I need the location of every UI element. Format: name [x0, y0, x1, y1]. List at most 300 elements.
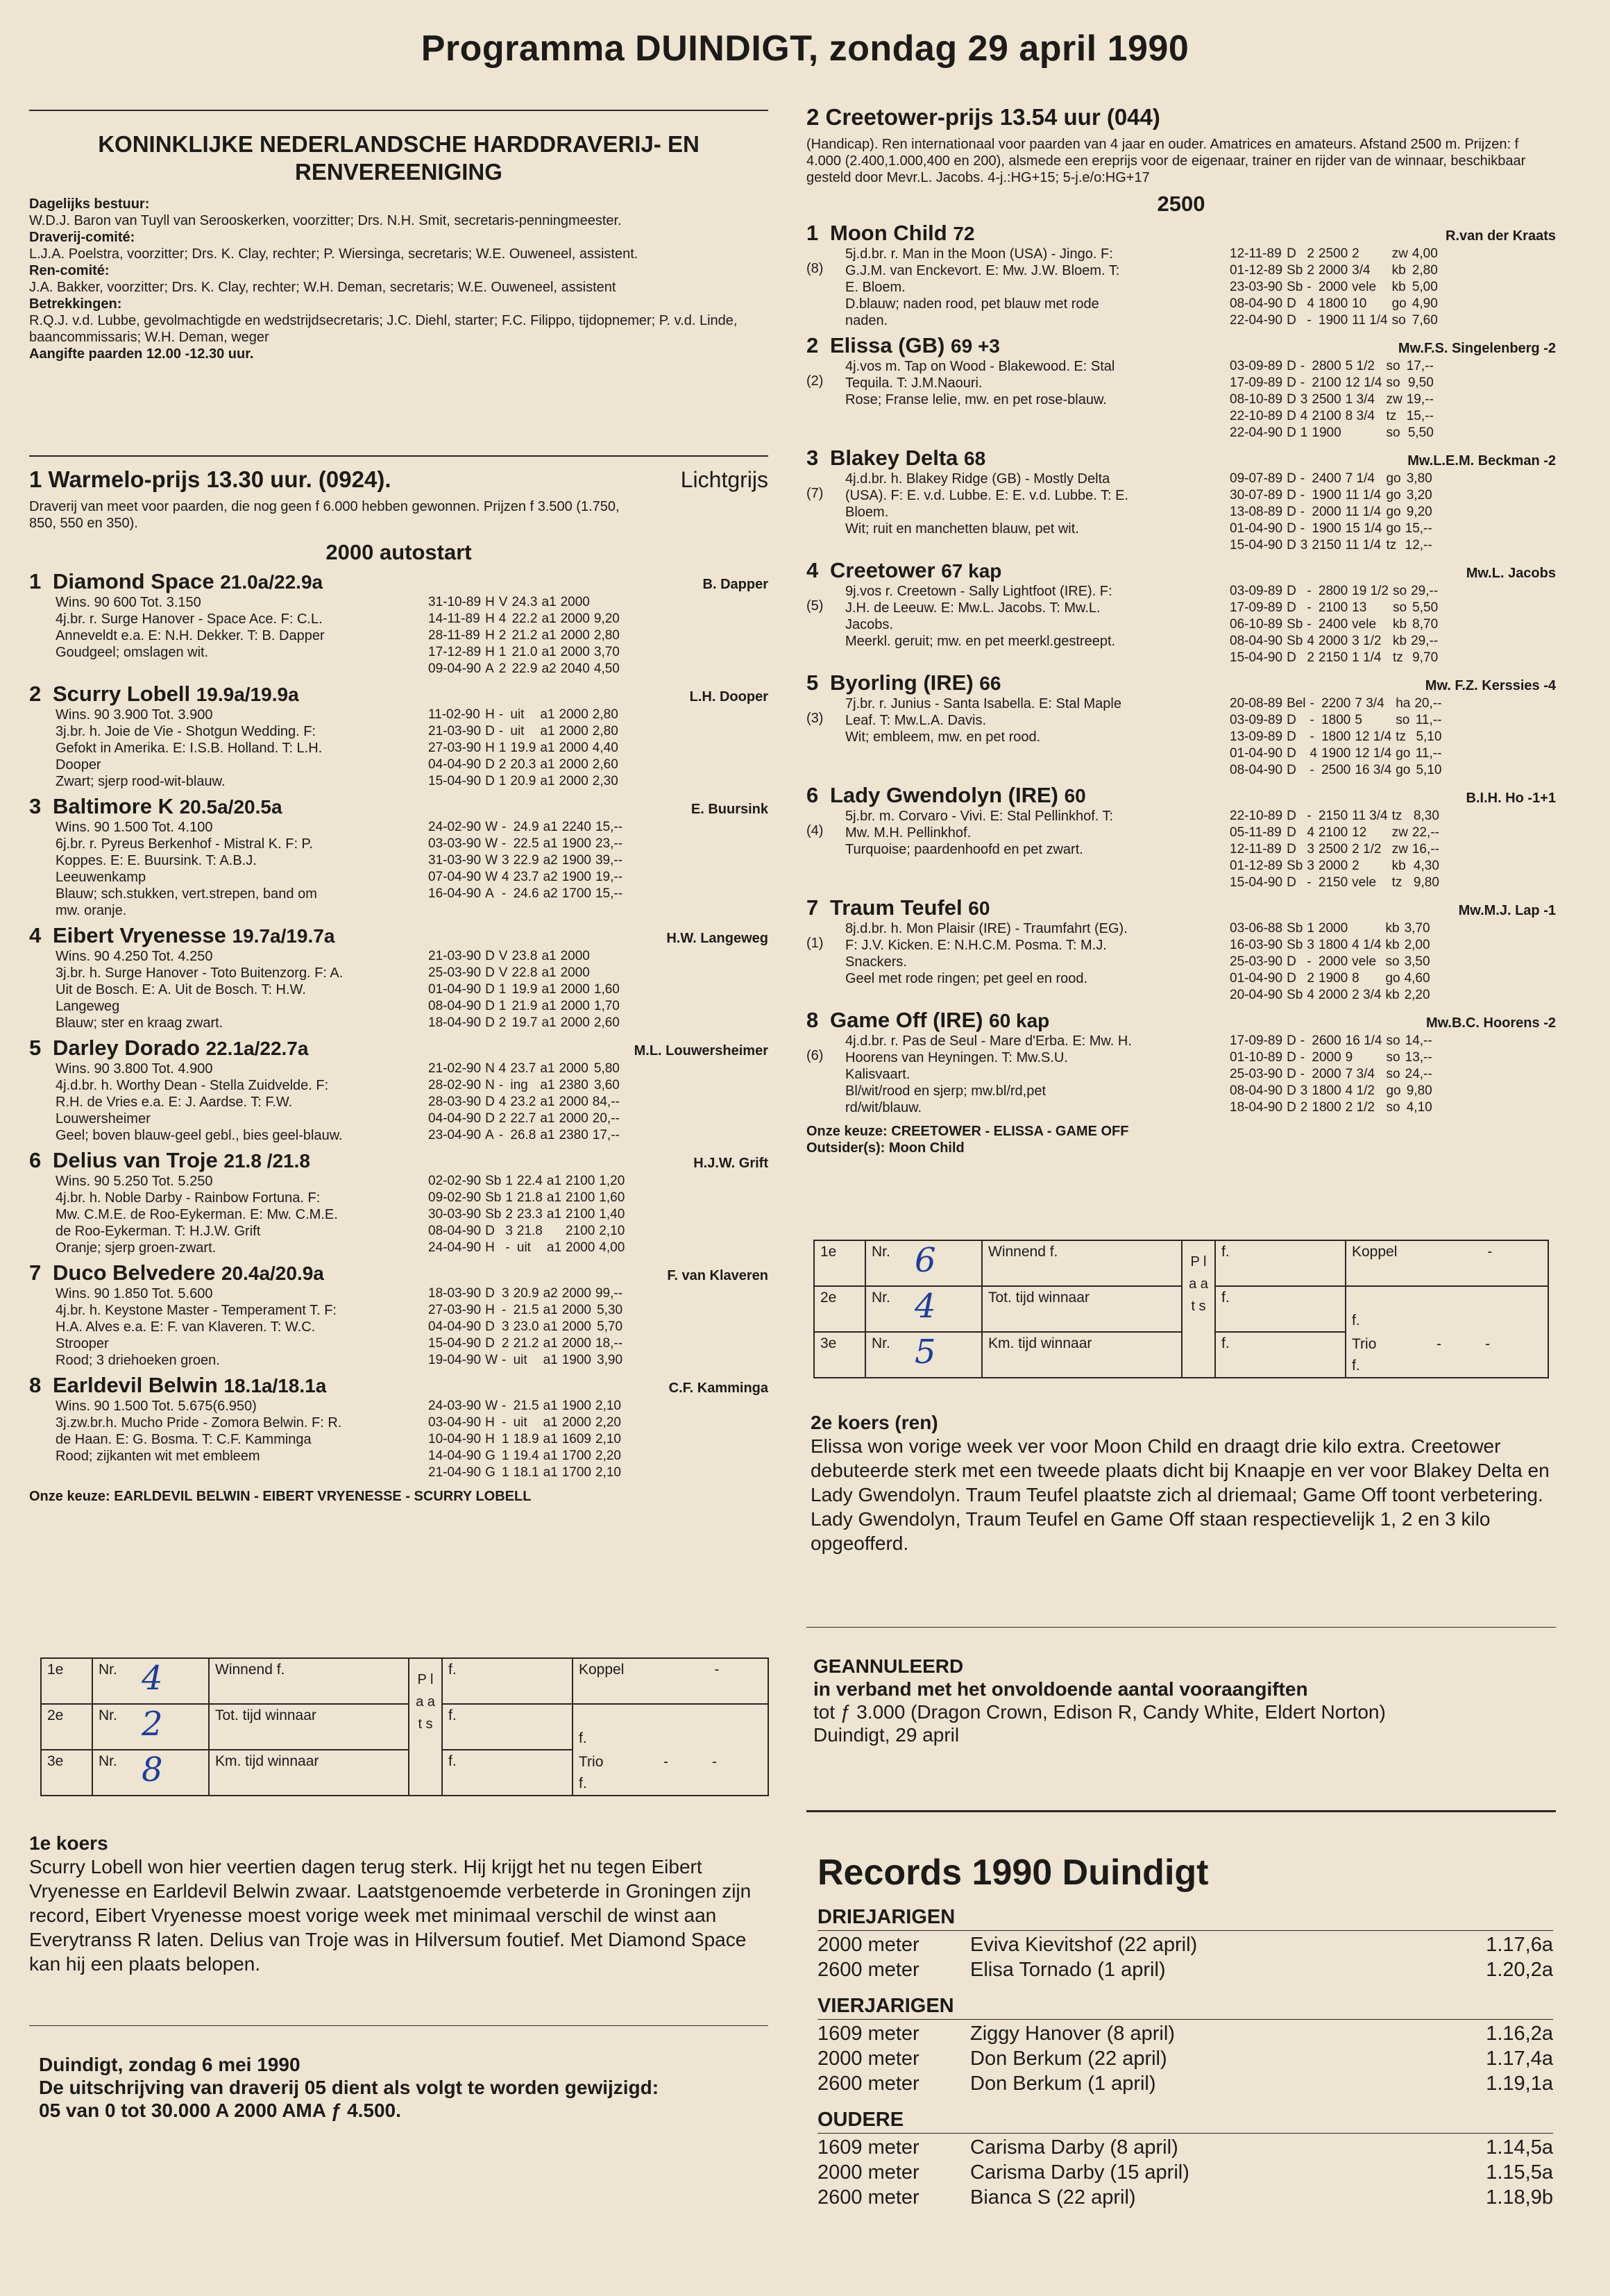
race-1-desc: Draverij van meet voor paarden, die nog geen f 6.000 hebben gewonnen. Prijzen f 3.500 (1.750, 850, 550 en 350). [29, 499, 620, 531]
performance-cell: 7,60 [1412, 313, 1438, 328]
performance-cell: H [485, 595, 495, 609]
horse-name: Traum Teufel [830, 895, 963, 920]
performance-cell: 1 [1300, 425, 1308, 440]
performance-cell: H [485, 1303, 495, 1317]
performance-cell: D [1287, 521, 1296, 536]
performance-cell: 18-03-90 [428, 1286, 482, 1301]
performance-cell: 5 [1355, 713, 1362, 727]
geannuleerd-line-1: GEANNULEERD [813, 1655, 964, 1677]
horse-driver: H.J.W. Grift [693, 1156, 768, 1171]
performance-cell: - [1307, 875, 1312, 890]
performance-cell: 21-03-90 [428, 724, 482, 738]
performance-cell: D [485, 774, 495, 788]
performance-cell: D [485, 982, 495, 997]
performance-cell: 2100 [1318, 825, 1348, 840]
performance-cell: a1 [543, 1465, 558, 1480]
horse-performance-table [428, 1285, 627, 1369]
performance-cell: 8,30 [1413, 809, 1439, 823]
performance-cell: D [1287, 825, 1296, 840]
performance-cell: 03-09-89 [1230, 584, 1283, 598]
performance-row [428, 1398, 625, 1415]
performance-cell: 2,10 [595, 1432, 621, 1446]
performance-row [428, 886, 627, 902]
koers-2-heading: 2e koers (ren) [811, 1412, 938, 1433]
horse-info-line: naden. [845, 313, 888, 328]
geannuleerd-line-3: tot ƒ 3.000 (Dragon Crown, Edison R, Candy White, Eldert Norton) [813, 1701, 1386, 1723]
performance-cell: uit [513, 1353, 527, 1367]
performance-cell: 03-09-89 [1230, 359, 1283, 373]
horse-driver: R.van der Kraats [1446, 228, 1556, 244]
performance-cell: - [1300, 375, 1305, 390]
record-distance: 2000 meter [817, 2048, 920, 2070]
horse-number: 6 [806, 783, 819, 807]
race-1-distance: 2000 autostart [325, 540, 472, 564]
performance-cell: 1900 [561, 836, 591, 851]
performance-cell: 22.9 [513, 853, 539, 868]
horse-info-line: Rose; Franse lelie, mw. en pet rose-blauw. [845, 392, 1107, 407]
performance-cell: 2,10 [595, 1399, 621, 1413]
performance-cell: - [1300, 1067, 1305, 1081]
performance-cell: D [1287, 954, 1296, 969]
performance-cell: 22.9 [511, 661, 538, 676]
performance-cell: so [1391, 313, 1406, 328]
horse-performance-table [428, 594, 624, 677]
performance-cell: kb [1391, 263, 1406, 278]
performance-cell: 1900 [1318, 313, 1348, 328]
bet-label: Tot. tijd winnaar [209, 1704, 409, 1750]
bet-label: Km. tijd winnaar [209, 1750, 409, 1796]
performance-cell: tz [1391, 809, 1403, 823]
bet-nr-label: Nr. [99, 1662, 117, 1678]
performance-cell: 01-12-89 [1230, 859, 1283, 873]
performance-cell: so [1386, 1100, 1400, 1115]
bet-koppel-label: Koppel [1352, 1244, 1398, 1260]
bet-trio-label: Trio [1352, 1336, 1377, 1352]
performance-cell: so [1386, 1033, 1400, 1048]
performance-cell: 04-04-90 [428, 1111, 482, 1126]
performance-cell: 1 [498, 774, 507, 788]
performance-cell: a1 [541, 965, 557, 980]
horse-info-line: Turquoise; paardenhoofd en pet zwart. [845, 842, 1083, 857]
performance-cell: go [1386, 1083, 1401, 1098]
divider [806, 1810, 1556, 1812]
records-category: VIERJARIGEN [817, 1995, 954, 2017]
performance-cell: 21.5 [513, 1303, 539, 1317]
horse-info-line: Zwart; sjerp rood-wit-blauw. [56, 774, 226, 789]
performance-cell: 15-04-90 [428, 774, 482, 788]
horse-odds: 21.8 /21.8 [223, 1150, 310, 1172]
performance-cell: - [1307, 584, 1312, 598]
performance-cell: 11 1/4 [1345, 505, 1382, 519]
performance-cell: 2000 [566, 1240, 595, 1255]
performance-cell: 23.0 [513, 1319, 539, 1334]
performance-cell: 27-03-90 [428, 1303, 482, 1317]
performance-cell: - [1300, 505, 1305, 519]
bet-form-row [814, 1332, 1548, 1378]
performance-cell: 5,10 [1416, 763, 1442, 777]
performance-cell: 21.9 [511, 999, 538, 1013]
performance-cell: 2500 [1318, 246, 1348, 261]
performance-cell: 12 [1352, 825, 1367, 840]
horse-name-line [29, 794, 282, 819]
performance-cell: vele [1352, 954, 1377, 969]
performance-row [1230, 616, 1442, 633]
performance-cell: 19 1/2 [1352, 584, 1389, 598]
horse-info-line: (USA). F: E. v.d. Lubbe. E: E. v.d. Lubbe. T: E. [845, 488, 1128, 503]
horse-info [56, 1398, 428, 1481]
performance-row [428, 948, 624, 965]
performance-cell: 2000 [561, 1336, 591, 1351]
bet-place: 3e [814, 1332, 865, 1378]
horse-odds: 72 [953, 223, 975, 244]
bet-plaats-amount: f. [442, 1658, 573, 1704]
bet-koppel-amount: f. [1352, 1312, 1360, 1328]
performance-cell: 2 1/2 [1345, 1100, 1375, 1115]
performance-row [1230, 1099, 1437, 1116]
performance-cell: kb [1391, 859, 1406, 873]
performance-cell: 26.8 [510, 1128, 536, 1142]
performance-row [428, 1431, 625, 1448]
performance-cell: a1 [541, 645, 557, 659]
performance-cell: D [1287, 296, 1296, 311]
performance-cell: D [1287, 488, 1296, 503]
performance-cell: 21.0 [511, 645, 538, 659]
handwritten-number: 4 [915, 1287, 936, 1326]
performance-cell: 08-04-90 [1230, 296, 1283, 311]
performance-cell: go [1396, 746, 1411, 761]
performance-cell: 2,20 [1404, 988, 1430, 1002]
horse-odds: 20.4a/20.9a [221, 1263, 324, 1284]
performance-row [1230, 408, 1438, 425]
records-row [817, 1932, 1553, 1957]
performance-cell: 2000 [559, 1061, 588, 1076]
koers-1-text: Scurry Lobell won hier veertien dagen terug sterk. Hij krijgt het nu tegen Eibert Vryenesse en Earldevil Belwin zwaar. Laatstgenoemde verbeterde in Groningen zijn record, Eibert Vryenesse moest vorige week met minimaal verschil de winst aan Everytranss R laten. Delius van Troje was in Hilversum foutief. Met Diamond Space kan hij een plaats belopen. [29, 1856, 752, 1975]
horse-name-line [806, 446, 985, 471]
record-time: 1.18,9b [1486, 2186, 1553, 2209]
performance-row [428, 1015, 624, 1031]
performance-cell: uit [510, 707, 525, 722]
performance-cell: D [1287, 600, 1296, 615]
performance-cell: D [1287, 392, 1296, 407]
performance-cell: 30-03-90 [428, 1207, 482, 1222]
bet-place: 2e [41, 1704, 92, 1750]
koers-1 [29, 1832, 768, 1976]
performance-cell: D [1287, 1050, 1296, 1065]
performance-cell: a1 [543, 1319, 558, 1334]
performance-cell: 1 [498, 982, 507, 997]
horse-info-line: Wit; embleem, mw. en pet rood. [845, 729, 1041, 745]
performance-cell: 19.9 [511, 982, 538, 997]
horse-info-line: 8j.d.br. h. Mon Plaisir (IRE) - Traumfahrt (EG). [845, 921, 1128, 936]
performance-cell: a1 [541, 611, 557, 626]
performance-cell: 19,-- [595, 870, 623, 884]
horse-entry [29, 1148, 768, 1256]
performance-cell: D [485, 724, 495, 738]
record-time: 1.17,4a [1486, 2048, 1553, 2070]
performance-cell: 2000 [560, 645, 590, 659]
performance-row [428, 661, 624, 677]
performance-cell: 1800 [1318, 938, 1348, 952]
performance-cell: G [485, 1465, 495, 1480]
horse-info-line: 6j.br. r. Pyreus Berkenhof - Mistral K. F: P. [56, 836, 313, 852]
horse-info-line: 7j.br. r. Junius - Santa Isabella. E: Stal Maple [845, 696, 1121, 711]
performance-cell: 13-09-89 [1230, 729, 1283, 744]
record-distance: 2000 meter [817, 2161, 920, 2184]
performance-cell: 2150 [1318, 650, 1348, 665]
horse-driver: E. Buursink [690, 802, 768, 817]
performance-row [428, 1240, 629, 1256]
horse-name: Blakey Delta [830, 446, 958, 470]
performance-row [428, 1206, 629, 1223]
performance-cell: 7 3/4 [1345, 1067, 1375, 1081]
horse-entry [806, 1008, 1556, 1116]
horse-driver: Mw.B.C. Hoorens -2 [1425, 1015, 1556, 1031]
performance-cell: W [485, 853, 498, 868]
horse-name-line [806, 333, 1000, 358]
performance-cell: 7 1/4 [1345, 471, 1375, 486]
performance-cell: D [1287, 1067, 1296, 1081]
horse-name-line [806, 670, 1001, 695]
performance-cell: a1 [546, 1240, 562, 1255]
performance-cell: 24.9 [513, 820, 539, 834]
performance-row [1230, 987, 1434, 1004]
horse-entry [29, 794, 768, 919]
race-2-outsider: Outsider(s): Moon Child [806, 1140, 965, 1156]
performance-cell: 9,50 [1407, 375, 1434, 390]
performance-cell: 2240 [561, 820, 591, 834]
performance-cell: V [498, 965, 508, 980]
performance-cell: 17-09-89 [1230, 1033, 1283, 1048]
performance-cell: 4 [498, 611, 507, 626]
record-holder: Carisma Darby (8 april) [970, 2136, 1178, 2159]
performance-cell: 5,80 [593, 1061, 620, 1076]
performance-cell: 08-04-90 [428, 999, 482, 1013]
performance-cell: 28-03-90 [428, 1095, 482, 1109]
performance-row [1230, 537, 1437, 554]
horse-entry [806, 221, 1556, 329]
performance-cell: 4 [1307, 825, 1314, 840]
geannuleerd-line-2: in verband met het onvoldoende aantal vooraangiften [813, 1678, 1308, 1700]
horse-driver: Mw.M.J. Lap -1 [1458, 903, 1556, 918]
horse-performance-table [428, 707, 622, 790]
horse-info [845, 471, 1230, 554]
horse-odds: 67 kap [941, 560, 1002, 582]
horse-driver: M.L. Louwersheimer [634, 1043, 768, 1058]
horse-info [56, 1173, 428, 1256]
horse-info-line: 3j.br. h. Surge Hanover - Toto Buitenzorg. F: A. [56, 965, 344, 981]
horse-info-line: 4j.vos m. Tap on Wood - Blakewood. E: Stal [845, 359, 1115, 374]
performance-cell: H [485, 1240, 495, 1255]
performance-cell: so [1393, 584, 1407, 598]
race-2-keuze: Onze keuze: CREETOWER - ELISSA - GAME OFF [806, 1124, 1129, 1139]
performance-row [1230, 937, 1434, 954]
performance-cell: D [1287, 409, 1296, 423]
performance-cell: 1,60 [599, 1190, 625, 1205]
handwritten-number: 6 [915, 1241, 936, 1280]
horse-info-line: 3j.br. h. Joie de Vie - Shotgun Wedding. F: [56, 724, 316, 739]
performance-cell: 5,50 [1412, 600, 1439, 615]
performance-cell: - [1307, 313, 1312, 328]
performance-cell: a2 [543, 1286, 558, 1301]
performance-row [1230, 1083, 1437, 1099]
performance-cell: a1 [540, 757, 555, 772]
horse-info-line: 4j.d.br. r. Pas de Seul - Mare d'Erba. E: Mw. H. [845, 1033, 1132, 1049]
performance-cell: 1 [498, 645, 507, 659]
performance-cell: 4 [1307, 634, 1314, 648]
performance-cell: 2 [1307, 263, 1314, 278]
horse-info-line: Wins. 90 1.500 Tot. 5.675(6.950) [56, 1399, 257, 1414]
divider [29, 110, 768, 111]
performance-cell: a1 [543, 820, 558, 834]
performance-cell: 29,-- [1411, 634, 1439, 648]
performance-cell: a1 [543, 1449, 558, 1463]
horse-info-line: Bloem. [845, 505, 889, 520]
performance-cell: go [1391, 296, 1407, 311]
bet-plaats-amount: f. [1215, 1240, 1346, 1286]
performance-cell: 22-04-90 [1230, 425, 1283, 440]
performance-cell: zw [1386, 392, 1403, 407]
performance-cell: a1 [543, 1336, 558, 1351]
bet-nr-label: Nr. [872, 1244, 890, 1260]
performance-cell: vele [1352, 280, 1377, 294]
performance-cell: 4,10 [1406, 1100, 1432, 1115]
records-title: Records 1990 Duindigt [817, 1852, 1209, 1893]
org-name: KONINKLIJKE NEDERLANDSCHE HARDDRAVERIJ- EN RENVEREENIGING [98, 131, 700, 185]
horse-info-line: J.H. de Leeuw. E: Mw.L. Jacobs. T: Mw.L. [845, 600, 1101, 616]
horse-info-line: de Roo-Eykerman. T: H.J.W. Grift [56, 1224, 261, 1239]
performance-cell: 11,-- [1415, 746, 1442, 761]
performance-cell: 25-03-90 [1230, 954, 1283, 969]
performance-cell: 2000 [1318, 859, 1348, 873]
race-1 [29, 466, 768, 1505]
performance-cell: D [1287, 584, 1296, 598]
horse-entry [806, 333, 1556, 441]
performance-cell: go [1386, 488, 1401, 503]
performance-cell: kb [1393, 634, 1407, 648]
performance-cell: - [1307, 954, 1312, 969]
performance-cell: 84,-- [592, 1095, 620, 1109]
performance-cell: 2400 [1312, 471, 1341, 486]
performance-cell: Sb [1287, 938, 1303, 952]
performance-cell: 2000 [560, 595, 590, 609]
performance-cell: tz [1396, 729, 1406, 744]
performance-cell: - [502, 886, 507, 901]
horse-entry [806, 783, 1556, 891]
horse-name-line [806, 221, 975, 246]
performance-row [428, 1415, 625, 1431]
performance-cell: 3 [502, 1286, 509, 1301]
bet-plaats-label: P l a a t s [409, 1658, 442, 1796]
performance-cell: A [485, 1128, 494, 1142]
performance-cell: a1 [543, 1415, 558, 1430]
performance-cell: 4,30 [1413, 859, 1439, 873]
horse-name-line [29, 923, 334, 948]
performance-cell: D [485, 999, 495, 1013]
horse-info-line: mw. oranje. [56, 903, 127, 918]
geannuleerd-line-4: Duindigt, 29 april [813, 1724, 960, 1746]
horse-info-line: Blauw; ster en kraag zwart. [56, 1015, 223, 1031]
performance-cell: D [485, 1286, 495, 1301]
horse-info-line: Jacobs. [845, 617, 893, 632]
horse-driver: Mw.F.S. Singelenberg -2 [1398, 341, 1556, 356]
aangifte: Aangifte paarden 12.00 -12.30 uur. [29, 346, 254, 362]
horse-info-line: Wins. 90 600 Tot. 3.150 [56, 595, 201, 610]
performance-cell: 3,70 [1404, 921, 1430, 936]
horse-info-line: Blauw; sch.stukken, vert.strepen, band om [56, 886, 317, 902]
performance-cell: D [485, 1224, 495, 1238]
performance-cell: 2000 [1318, 921, 1348, 936]
performance-cell: 2150 [1318, 875, 1348, 890]
performance-cell: 8,70 [1412, 617, 1439, 632]
performance-cell: 2000 [1318, 263, 1348, 278]
race-1-keuze: Onze keuze: EARLDEVIL BELWIN - EIBERT VRYENESSE - SCURRY LOBELL [29, 1489, 532, 1504]
performance-cell: 2000 [1312, 1067, 1341, 1081]
performance-cell: 1900 [1312, 521, 1341, 536]
performance-cell: a1 [541, 1015, 557, 1030]
horse-info-line: F: J.V. Kicken. E: N.H.C.M. Posma. T: M.J. [845, 938, 1107, 953]
performance-cell: D [485, 1015, 495, 1030]
performance-cell: 16-03-90 [1230, 938, 1283, 952]
notice [39, 2053, 768, 2122]
performance-cell: 3,80 [1406, 471, 1432, 486]
performance-cell: kb [1385, 988, 1400, 1002]
horse-info-line: D.blauw; naden rood, pet blauw met rode [845, 296, 1099, 312]
bet-dash: - [1485, 1336, 1490, 1352]
horse-info-line: Wins. 90 1.850 Tot. 5.600 [56, 1286, 213, 1301]
horse-name: Game Off (IRE) [830, 1008, 983, 1032]
performance-cell: 1800 [1318, 296, 1348, 311]
performance-cell: 2000 [559, 741, 588, 755]
performance-cell: tz [1393, 650, 1403, 665]
performance-cell: 15-04-90 [1230, 875, 1283, 890]
performance-cell: 23.7 [513, 870, 539, 884]
horse-info-line: Mw. C.M.E. de Roo-Eykerman. E: Mw. C.M.E. [56, 1207, 338, 1222]
performance-cell: 21-02-90 [428, 1061, 482, 1076]
horse-info-line: Uit de Bosch. E: A. Uit de Bosch. T: H.W. [56, 982, 306, 997]
race-2 [806, 104, 1556, 1156]
horse-start-position: (6) [806, 1048, 824, 1063]
performance-cell: a2 [543, 853, 558, 868]
performance-cell: 19.7 [511, 1015, 538, 1030]
performance-cell: a1 [540, 1061, 555, 1076]
performance-cell: go [1386, 521, 1401, 536]
performance-cell: 08-10-89 [1230, 392, 1283, 407]
performance-cell: W [485, 870, 498, 884]
notice-line-1: Duindigt, zondag 6 mei 1990 [39, 2054, 300, 2075]
performance-cell [594, 948, 624, 965]
horse-entry [806, 558, 1556, 666]
performance-cell: 2380 [559, 1078, 588, 1092]
org-section-label: Betrekkingen: [29, 296, 122, 312]
horse-info-line: Wins. 90 5.250 Tot. 5.250 [56, 1174, 213, 1189]
performance-cell: H [485, 707, 495, 722]
performance-cell: 2100 [1312, 375, 1341, 390]
record-distance: 2000 meter [817, 1934, 920, 1956]
performance-row [1230, 504, 1437, 521]
horse-name-line [29, 1036, 308, 1061]
performance-cell: 2 [1307, 971, 1314, 986]
org-section-text: R.Q.J. v.d. Lubbe, gevolmachtigde en wedstrijdsecretaris; J.C. Diehl, starter; F.C. Filippo, tijdopnemer; P. v.d. Linde, baancommissaris; W.H. Deman, weger [29, 313, 738, 345]
performance-cell: 12 1/4 [1345, 375, 1382, 390]
horse-driver: Mw.L. Jacobs [1466, 566, 1556, 581]
performance-cell: Sb [1287, 859, 1303, 873]
performance-cell: 18,-- [595, 1336, 623, 1351]
performance-cell: 2100 [1318, 600, 1348, 615]
performance-cell: 4 [502, 870, 509, 884]
horse-info [845, 246, 1230, 329]
performance-cell: a1 [540, 741, 555, 755]
horse-name-line [806, 558, 1001, 583]
